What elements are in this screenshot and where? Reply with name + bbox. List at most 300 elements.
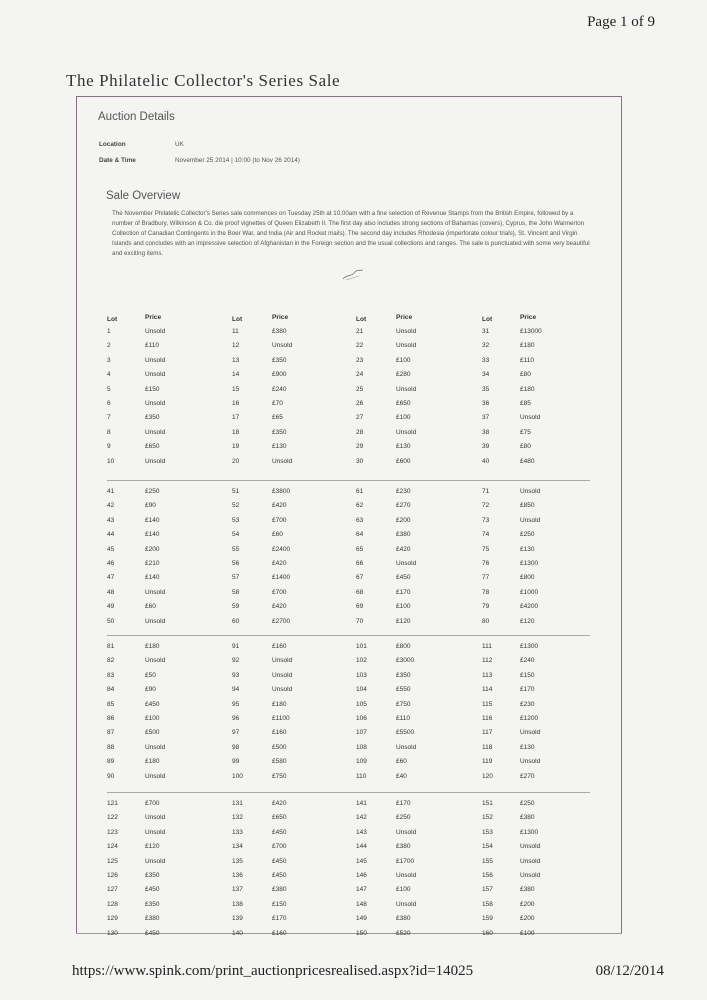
lot-number: 135: [232, 857, 243, 865]
lot-number: 10: [107, 457, 115, 465]
lot-price: £450: [396, 574, 411, 582]
lot-number: 75: [482, 545, 490, 553]
lot-number: 31: [482, 328, 490, 335]
lot-price: £100: [396, 886, 411, 894]
lot-price: Unsold: [145, 743, 166, 751]
lot-number: 36: [482, 400, 490, 407]
lot-number: 63: [356, 516, 364, 524]
lot-price: £210: [145, 560, 160, 567]
lot-price: £380: [272, 328, 287, 335]
lot-price: £3000: [396, 657, 415, 665]
lot-price: Unsold: [145, 457, 166, 465]
lot-number: 103: [356, 671, 367, 679]
lot-number: 141: [356, 800, 367, 807]
lot-number: 44: [107, 531, 115, 539]
lot-price: £380: [145, 915, 160, 923]
lot-price: £200: [145, 545, 160, 553]
lot-number: 108: [356, 743, 367, 751]
lot-price: £450: [272, 828, 287, 836]
lot-number: 67: [356, 574, 364, 582]
lot-price: £40: [396, 772, 407, 780]
lot-price: £380: [396, 531, 411, 539]
lot-number: 142: [356, 814, 367, 822]
lot-number: 111: [482, 643, 492, 650]
lot-number: 133: [232, 828, 243, 836]
lot-number: 59: [232, 603, 240, 611]
lot-price: £1700: [396, 857, 415, 865]
lot-number: 87: [107, 729, 115, 737]
lot-price: £900: [272, 371, 287, 379]
lot-price: £70: [272, 400, 283, 407]
lot-number: 156: [482, 872, 493, 879]
lot-number: 38: [482, 428, 490, 436]
lot-number: 128: [107, 900, 118, 908]
lot-number: 12: [232, 342, 240, 350]
sale-overview-heading: Sale Overview: [106, 190, 181, 202]
lot-number: 90: [107, 772, 115, 780]
page-title-text: The Philatelic Collector's Series Sale: [66, 71, 341, 90]
lot-number: 119: [482, 758, 493, 766]
lot-price: £700: [145, 800, 160, 807]
lot-number: 34: [482, 371, 490, 379]
lot-number: 48: [107, 588, 115, 596]
lot-price: £1300: [520, 828, 539, 836]
lot-number: 42: [107, 502, 115, 510]
lot-number: 56: [232, 560, 240, 567]
lot-price: £170: [272, 915, 287, 923]
lot-number: 136: [232, 872, 243, 879]
lot-price: £50: [145, 671, 156, 679]
lot-price: Unsold: [145, 328, 166, 335]
lot-number: 1: [107, 328, 111, 335]
lot-price: £1200: [520, 715, 539, 722]
lot-price: £350: [145, 414, 160, 422]
lot-price: £180: [145, 643, 160, 650]
lot-number: 71: [482, 488, 490, 495]
lot-price: £800: [520, 574, 535, 582]
lot-number: 24: [356, 371, 364, 379]
location-label: Location: [99, 141, 126, 148]
lot-number: 27: [356, 414, 364, 422]
lot-price: £350: [272, 356, 287, 364]
lot-price: Unsold: [520, 843, 541, 851]
lot-number: 159: [482, 915, 493, 923]
lot-number: 81: [107, 643, 115, 650]
lot-number: 74: [482, 531, 490, 539]
lot-price: Unsold: [520, 516, 541, 524]
lot-price: £520: [396, 929, 411, 937]
lot-price: £280: [396, 371, 411, 379]
lot-number: 64: [356, 531, 364, 539]
lot-number: 144: [356, 843, 367, 851]
lot-price: Unsold: [396, 385, 417, 393]
lot-number: 17: [232, 414, 240, 422]
lot-price: £130: [520, 743, 535, 751]
lot-number: 72: [482, 502, 490, 510]
col-header-price: Price: [396, 314, 413, 321]
lot-number: 80: [482, 617, 490, 625]
lot-price: £480: [520, 457, 535, 465]
lot-number: 95: [232, 700, 240, 708]
lot-price: £90: [145, 502, 156, 510]
lot-price: £120: [520, 617, 535, 625]
lot-number: 70: [356, 617, 364, 625]
lot-price: £60: [272, 531, 283, 539]
lot-price: £120: [145, 843, 160, 851]
lot-price: Unsold: [145, 356, 166, 364]
lot-price: £420: [272, 603, 287, 611]
lot-number: 6: [107, 400, 111, 407]
lot-number: 105: [356, 700, 367, 708]
lot-number: 120: [482, 772, 493, 780]
lot-number: 99: [232, 758, 240, 766]
lot-number: 132: [232, 814, 243, 822]
lot-number: 58: [232, 588, 240, 596]
lot-price: Unsold: [396, 900, 417, 908]
lot-price: £250: [520, 531, 535, 539]
lot-number: 109: [356, 758, 367, 766]
lot-price: Unsold: [145, 428, 166, 436]
lot-number: 32: [482, 342, 490, 350]
lot-price: £170: [396, 588, 411, 596]
lot-number: 115: [482, 700, 493, 708]
lot-number: 110: [356, 772, 367, 780]
lot-number: 101: [356, 643, 367, 650]
lot-number: 46: [107, 560, 115, 567]
lot-number: 117: [482, 729, 493, 737]
lot-price: £140: [145, 516, 160, 524]
lot-price: Unsold: [145, 814, 166, 822]
lot-price: £250: [396, 814, 411, 822]
lot-price: £170: [520, 686, 535, 694]
lot-number: 54: [232, 531, 240, 539]
lot-price: Unsold: [396, 743, 417, 751]
lot-number: 28: [356, 428, 364, 436]
lot-price: £150: [272, 900, 287, 908]
lot-number: 8: [107, 428, 111, 436]
lot-number: 116: [482, 715, 493, 722]
lot-price: £700: [272, 588, 287, 596]
lot-number: 35: [482, 385, 490, 393]
lot-number: 47: [107, 574, 115, 582]
lot-price: Unsold: [520, 414, 541, 422]
lot-price: £350: [145, 872, 160, 879]
lot-price: £200: [396, 516, 411, 524]
lot-number: 140: [232, 929, 243, 937]
lot-price: Unsold: [396, 328, 417, 335]
lot-number: 137: [232, 886, 243, 894]
lot-price: £420: [272, 502, 287, 510]
lot-number: 62: [356, 502, 364, 510]
lot-price: £420: [272, 560, 287, 567]
lot-number: 78: [482, 588, 490, 596]
lot-number: 20: [232, 457, 240, 465]
lot-price: £2400: [272, 545, 291, 553]
lot-price: £110: [520, 356, 534, 364]
lot-number: 43: [107, 516, 115, 524]
lot-price: £580: [272, 758, 287, 766]
lot-number: 33: [482, 356, 490, 364]
lot-price: Unsold: [145, 857, 166, 865]
lot-number: 157: [482, 886, 493, 894]
lot-price: £13000: [520, 328, 542, 335]
lot-price: Unsold: [520, 488, 541, 495]
lot-number: 68: [356, 588, 364, 596]
lot-price: Unsold: [396, 560, 417, 567]
lot-number: 147: [356, 886, 367, 894]
lot-number: 104: [356, 686, 367, 694]
lot-number: 37: [482, 414, 490, 422]
lot-price: Unsold: [396, 342, 417, 350]
lot-price: £4200: [520, 603, 539, 611]
lot-price: Unsold: [520, 872, 541, 879]
lot-number: 18: [232, 428, 240, 436]
lot-number: 153: [482, 828, 493, 836]
lot-price: £130: [396, 443, 411, 451]
col-header-lot: Lot: [232, 316, 243, 323]
lot-price: Unsold: [520, 758, 541, 766]
lot-number: 82: [107, 657, 115, 665]
lot-price: £75: [520, 428, 531, 436]
lot-number: 96: [232, 715, 240, 722]
col-header-price: Price: [272, 314, 289, 321]
lot-price: £80: [520, 443, 531, 451]
lot-price: £800: [396, 643, 411, 650]
lot-number: 92: [232, 657, 240, 665]
lot-number: 13: [232, 356, 240, 364]
block-divider: [107, 635, 590, 636]
lot-price: £250: [520, 800, 535, 807]
lot-price: £600: [396, 457, 411, 465]
datetime-value: November 25 2014 | 10:00 (to Nov 26 2014): [175, 157, 300, 164]
lot-number: 148: [356, 900, 367, 908]
lot-number: 158: [482, 900, 493, 908]
lot-price: £420: [272, 800, 287, 807]
lot-price: Unsold: [272, 342, 293, 350]
lot-number: 41: [107, 488, 115, 495]
lot-number: 76: [482, 560, 490, 567]
lot-number: 7: [107, 414, 111, 422]
lot-price: £1400: [272, 574, 291, 582]
lot-number: 4: [107, 371, 111, 379]
lot-price: £420: [396, 545, 411, 553]
lot-price: £1300: [520, 560, 539, 567]
lot-number: 150: [356, 929, 367, 937]
lot-number: 97: [232, 729, 240, 737]
lot-price: £3800: [272, 488, 291, 495]
lot-number: 123: [107, 828, 118, 836]
lot-price: £450: [272, 872, 287, 879]
lot-number: 29: [356, 443, 364, 451]
lot-number: 45: [107, 545, 115, 553]
lot-price: Unsold: [145, 371, 166, 379]
lot-number: 69: [356, 603, 364, 611]
lot-price: £180: [520, 342, 535, 350]
lot-price: £350: [396, 671, 411, 679]
lot-number: 30: [356, 457, 364, 465]
lot-number: 124: [107, 843, 118, 851]
lot-number: 57: [232, 574, 240, 582]
lot-number: 118: [482, 743, 493, 751]
lot-price: Unsold: [145, 617, 166, 625]
lot-number: 14: [232, 371, 240, 379]
lot-price: £380: [396, 915, 411, 923]
lot-number: 154: [482, 843, 493, 851]
lot-number: 129: [107, 915, 118, 923]
lot-price: £80: [520, 371, 531, 379]
lot-number: 21: [356, 328, 364, 335]
lot-price: £250: [145, 488, 160, 495]
lot-number: 88: [107, 743, 115, 751]
lot-price: £750: [272, 772, 287, 780]
lot-number: 143: [356, 828, 367, 836]
lot-number: 2: [107, 342, 111, 350]
lot-price: £240: [520, 657, 535, 665]
lot-price: £160: [272, 729, 287, 737]
lot-price: £380: [520, 886, 535, 894]
lot-price: Unsold: [145, 400, 166, 407]
lot-number: 130: [107, 929, 118, 937]
lot-number: 83: [107, 671, 115, 679]
lot-price: £650: [396, 400, 411, 407]
lot-number: 121: [107, 800, 118, 807]
lot-price: £180: [272, 700, 287, 708]
lot-number: 112: [482, 657, 493, 665]
lot-price: £240: [272, 385, 287, 393]
lot-number: 60: [232, 617, 240, 625]
auction-details-heading: Auction Details: [98, 111, 175, 123]
lot-price: £500: [145, 729, 160, 737]
lot-number: 122: [107, 814, 118, 822]
lot-price: £160: [272, 929, 287, 937]
lot-price: £270: [396, 502, 411, 510]
lot-price: £130: [272, 443, 287, 451]
lot-price: £150: [520, 671, 535, 679]
lot-number: 52: [232, 502, 240, 510]
lot-price: £100: [396, 414, 411, 422]
lot-number: 22: [356, 342, 364, 350]
lot-price: £170: [396, 800, 411, 807]
lot-price: £380: [520, 814, 535, 822]
lot-number: 151: [482, 800, 493, 807]
lot-price: £180: [145, 758, 160, 766]
col-header-price: Price: [145, 314, 162, 321]
lot-number: 155: [482, 857, 493, 865]
lot-price: £450: [145, 886, 160, 894]
lot-number: 152: [482, 814, 493, 822]
lot-price: £850: [520, 502, 535, 510]
lot-number: 113: [482, 671, 493, 679]
lot-price: Unsold: [520, 729, 541, 737]
lot-number: 79: [482, 603, 490, 611]
lot-price: Unsold: [396, 872, 417, 879]
lot-price: £380: [396, 843, 411, 851]
sale-overview-text: The November Philatelic Collector's Series sale commences on Tuesday 25th at 10.00am with a fine selection of Revenue Stamps from the British Empire, followed by a number of Bradbury, Wilkinson & Co. die proof vignettes of Queen Elizabeth II. The first day also includes strong sections of Bahamas (covers), Cyprus, the John Wannerton Collection of Canadian Contingents in the Boer War, and India (Air and Rocket mails). The second day includes Rhodesia (imperforate colour trials), St. Vincent and Virgin Islands and concludes with an impressive selection of Afghanistan in the Foreign section and the usual collections and ranges. The sale is punctuated with some very beautiful and exciting items.: [112, 210, 590, 257]
lot-price: £750: [396, 700, 411, 708]
lot-number: 160: [482, 929, 493, 937]
lot-price: £100: [396, 356, 411, 364]
lot-number: 40: [482, 457, 490, 465]
lot-number: 53: [232, 516, 240, 524]
lot-price: £1100: [272, 715, 290, 722]
lot-number: 85: [107, 700, 115, 708]
lot-number: 127: [107, 886, 118, 894]
lot-number: 131: [232, 800, 243, 807]
lot-number: 106: [356, 715, 367, 722]
lot-number: 65: [356, 545, 364, 553]
lot-number: 94: [232, 686, 240, 694]
lot-number: 107: [356, 729, 367, 737]
lot-price: £140: [145, 531, 160, 539]
location-value: UK: [175, 141, 184, 148]
lot-price: Unsold: [396, 428, 417, 436]
lot-price: £65: [272, 414, 283, 422]
lot-number: 125: [107, 857, 118, 865]
lot-price: £1300: [520, 643, 539, 650]
lot-number: 51: [232, 488, 240, 495]
lot-number: 98: [232, 743, 240, 751]
lot-price: £120: [396, 617, 411, 625]
lot-number: 61: [356, 488, 364, 495]
lot-number: 93: [232, 671, 240, 679]
lot-price: Unsold: [145, 828, 166, 836]
lot-price: £200: [520, 915, 535, 923]
lot-number: 86: [107, 715, 115, 722]
col-header-lot: Lot: [356, 316, 367, 323]
lot-price: £160: [272, 643, 287, 650]
lot-price: £110: [396, 715, 410, 722]
lot-price: £450: [145, 929, 160, 937]
lot-number: 91: [232, 643, 240, 650]
lot-price: £270: [520, 772, 535, 780]
lot-price: £350: [272, 428, 287, 436]
lot-price: £550: [396, 686, 411, 694]
lot-price: £700: [272, 516, 287, 524]
lot-number: 146: [356, 872, 367, 879]
lot-number: 55: [232, 545, 240, 553]
lot-price: Unsold: [272, 457, 293, 465]
lot-price: Unsold: [272, 657, 293, 665]
lot-number: 114: [482, 686, 493, 694]
lot-number: 49: [107, 603, 115, 611]
col-header-price: Price: [520, 314, 537, 321]
page-indicator: Page 1 of 9: [587, 14, 655, 30]
lot-price: £60: [396, 758, 407, 766]
lot-price: £130: [520, 545, 535, 553]
datetime-label: Date & Time: [99, 157, 136, 164]
lot-price: Unsold: [145, 588, 166, 596]
lot-price: £100: [145, 715, 160, 722]
lot-price: £450: [145, 700, 160, 708]
block-divider: [107, 480, 590, 481]
lot-price: £85: [520, 400, 531, 407]
lot-price: £500: [272, 743, 287, 751]
lot-price: Unsold: [520, 857, 541, 865]
lot-price: £150: [145, 385, 160, 393]
signature-mark: [341, 268, 365, 282]
lot-price: £650: [272, 814, 287, 822]
lot-price: £230: [520, 700, 535, 708]
lot-number: 100: [232, 772, 243, 780]
footer-date: 08/12/2014: [595, 963, 664, 979]
lot-number: 149: [356, 915, 367, 923]
lot-number: 126: [107, 872, 118, 879]
lot-number: 50: [107, 617, 115, 625]
lot-number: 25: [356, 385, 364, 393]
lot-price: £90: [145, 686, 156, 694]
lot-price: £650: [145, 443, 160, 451]
lot-number: 15: [232, 385, 240, 393]
